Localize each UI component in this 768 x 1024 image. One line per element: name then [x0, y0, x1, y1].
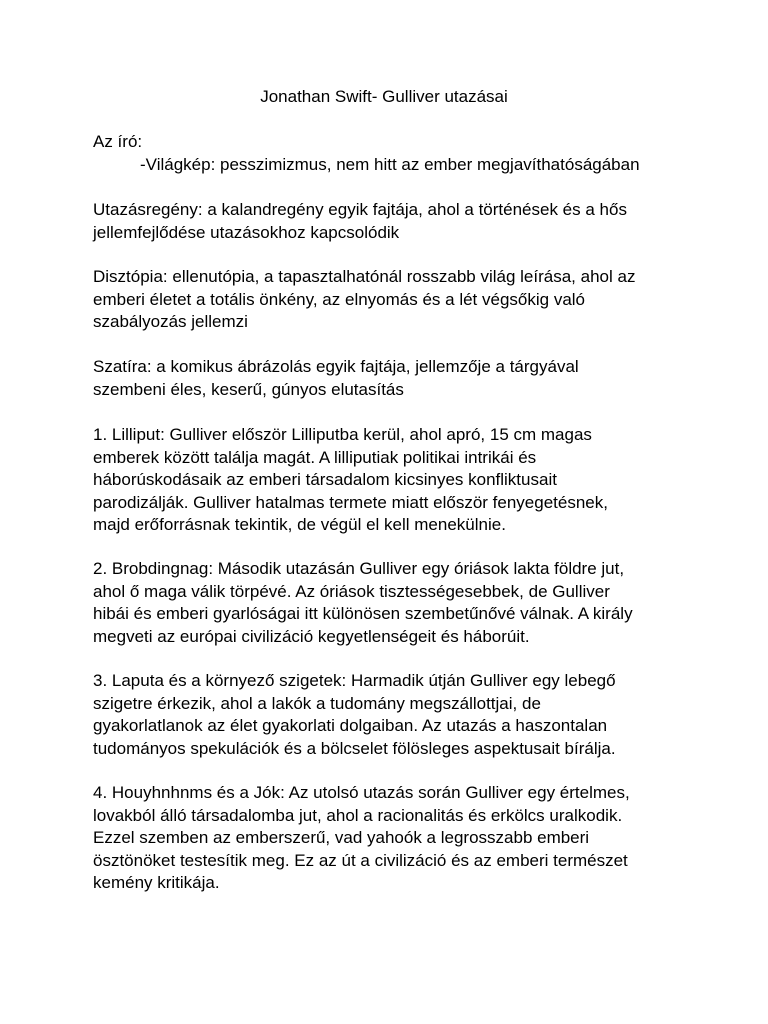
- paragraph-line: jellemfejlődése utazásokhoz kapcsolódik: [93, 222, 400, 242]
- paragraph-line: megveti az európai civilizáció kegyetlenségeit és háborúit.: [93, 626, 530, 646]
- paragraph-line: 3. Laputa és a környező szigetek: Harmadik útján Gulliver egy lebegő: [93, 671, 616, 690]
- satire-paragraph: [93, 356, 693, 401]
- paragraph-line: szabályozás jellemzi: [93, 312, 248, 331]
- brobdingnag-paragraph: [93, 558, 693, 648]
- paragraph-line: szembeni éles, keserű, gúnyos elutasítás: [93, 379, 404, 399]
- paragraph-line: emberi életet a totális önkény, az elnyomás és a lét végsőkig való: [93, 289, 586, 309]
- paragraph-line: parodizálják. Gulliver hatalmas termete miatt először fenyegetésnek,: [93, 492, 608, 512]
- paragraph-line: Szatíra: a komikus ábrázolás egyik fajtája, jellemzője a tárgyával: [93, 357, 579, 376]
- paragraph-line: emberek között találja magát. A lilliputiak politikai intrikái és: [93, 447, 537, 467]
- paragraph-line: ösztönöket testesítik meg. Ez az út a civilizáció és az emberi természet: [93, 850, 628, 870]
- paragraph-line: Utazásregény: a kalandregény egyik fajtája, ahol a történések és a hős: [93, 200, 627, 219]
- paragraph-line: ahol ő maga válik törpévé. Az óriások tisztességesebbek, de Gulliver: [93, 581, 610, 601]
- author-section: [93, 131, 693, 176]
- laputa-paragraph: [93, 670, 693, 760]
- paragraph-line: lovakból álló társadalomba jut, ahol a racionalitás és erkölcs uralkodik.: [93, 805, 623, 825]
- houyhnhnms-paragraph: [93, 782, 693, 895]
- paragraph-line: tudományos spekulációk és a bölcselet fölösleges aspektusait bírálja.: [93, 738, 616, 758]
- paragraph-line: Disztópia: ellenutópia, a tapasztalhatónál rosszabb világ leírása, ahol az: [93, 267, 636, 286]
- paragraph-line: hibái és emberi gyarlóságai itt különösen szembetűnővé válnak. A király: [93, 604, 633, 623]
- paragraph-line: 2. Brobdingnag: Második utazásán Gulliver egy óriások lakta földre jut,: [93, 559, 625, 578]
- author-heading: Az író:: [93, 132, 143, 151]
- paragraph-line: kemény kritikája.: [93, 873, 220, 892]
- document-title: Jonathan Swift- Gulliver utazásai: [260, 87, 508, 106]
- paragraph-line: 4. Houyhnhnms és a Jók: Az utolsó utazás során Gulliver egy értelmes,: [93, 783, 630, 802]
- travel-novel-paragraph: [93, 199, 693, 244]
- paragraph-line: 1. Lilliput: Gulliver először Lilliputba kerül, ahol apró, 15 cm magas: [93, 425, 592, 444]
- worldview-line: -Világkép: pesszimizmus, nem hitt az ember megjavíthatóságában: [140, 154, 640, 174]
- paragraph-line: gyakorlatlanok az élet gyakorlati dolgaiban. Az utazás a haszontalan: [93, 716, 608, 735]
- paragraph-line: szigetre érkezik, ahol a lakók a tudomány megszállottjai, de: [93, 693, 541, 713]
- paragraph-line: majd erőforrásnak tekintik, de végül el kell menekülnie.: [93, 515, 506, 534]
- lilliput-paragraph: [93, 424, 693, 537]
- paragraph-line: Ezzel szemben az emberszerű, vad yahoók a legrosszabb emberi: [93, 828, 590, 847]
- dystopia-paragraph: [93, 266, 693, 334]
- paragraph-line: háborúskodásaik az emberi társadalom kicsinyes konfliktusait: [93, 470, 557, 489]
